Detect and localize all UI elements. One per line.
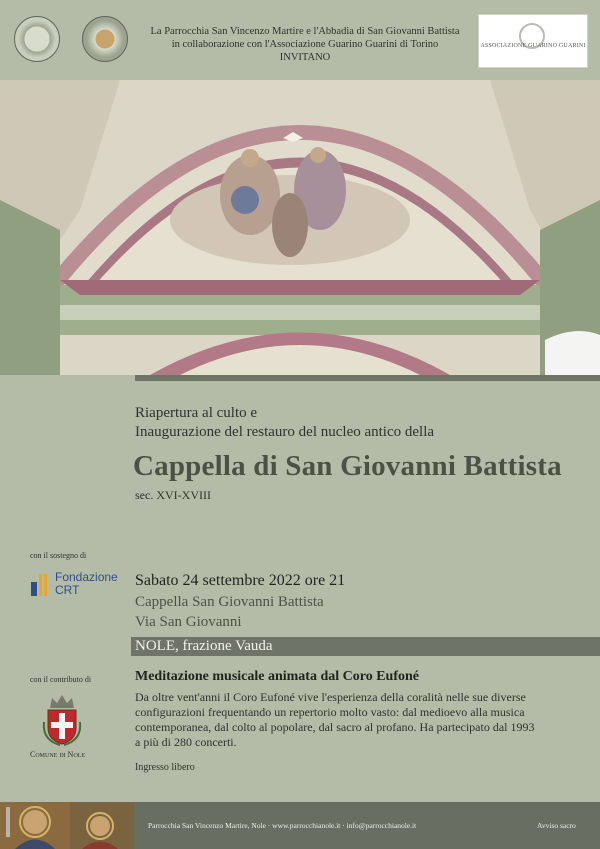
divider-bar — [135, 375, 600, 381]
fondazione-crt-name — [55, 571, 118, 597]
header — [0, 0, 600, 80]
concert-title: Meditazione musicale animata dal Coro Eufoné — [135, 669, 420, 684]
century-label: sec. XVI-XVIII — [135, 488, 211, 502]
fresco-photo — [0, 80, 600, 375]
fondazione-crt-logo-icon — [31, 574, 51, 596]
abbey-seal-right — [82, 16, 128, 62]
fondazione-name-line-1: Fondazione — [55, 570, 118, 584]
footer-contact: Parrocchia San Vincenzo Martire, Nole · www.parrocchianole.it · info@parrocchianole.it — [148, 821, 417, 830]
event-date: Sabato 24 settembre 2022 ore 21 — [135, 572, 346, 589]
footer-note: Avviso sacro — [537, 821, 576, 830]
event-city: NOLE, frazione Vauda — [135, 638, 273, 654]
event-street: Via San Giovanni — [135, 614, 242, 630]
entry-note: Ingresso libero — [135, 762, 195, 773]
concert-description: Da oltre vent'anni il Coro Eufoné vive l'esperienza della coralità nelle sue diverse configurazioni frequentando un repertorio molto vasto: dal medioevo alla musica contemporanea, dal colto al popolare, dal sacro al profano. Ha partecipato dal 1993 a più di 280 concerti. — [135, 690, 535, 749]
nole-coat-of-arms-icon — [40, 692, 84, 746]
intro-line-1: Riapertura al culto e — [135, 405, 258, 421]
intro-text — [135, 404, 575, 442]
main-title: Cappella di San Giovanni Battista — [133, 450, 562, 482]
footer-saints-image — [0, 802, 134, 849]
header-line-1: La Parrocchia San Vincenzo Martire e l'Abbadia di San Giovanni Battista — [150, 26, 460, 37]
support-label: con il sostegno di — [30, 551, 87, 560]
header-line-2: in collaborazione con l'Associazione Guarino Guarini di Torino — [171, 39, 439, 50]
guarino-logo — [478, 14, 588, 68]
parish-seal-left — [14, 16, 60, 62]
intro-line-2: Inaugurazione del restauro del nucleo antico della — [135, 424, 435, 440]
fondazione-name-line-2: CRT — [55, 583, 80, 597]
guarino-logo-text: ASSOCIAZIONE GUARINO GUARINI — [480, 43, 586, 49]
header-text — [140, 25, 470, 64]
event-place: Cappella San Giovanni Battista — [135, 594, 324, 610]
header-line-3: INVITANO — [279, 52, 331, 63]
comune-label: Comune di Nole — [30, 750, 86, 759]
contribution-label: con il contributo di — [30, 675, 92, 684]
